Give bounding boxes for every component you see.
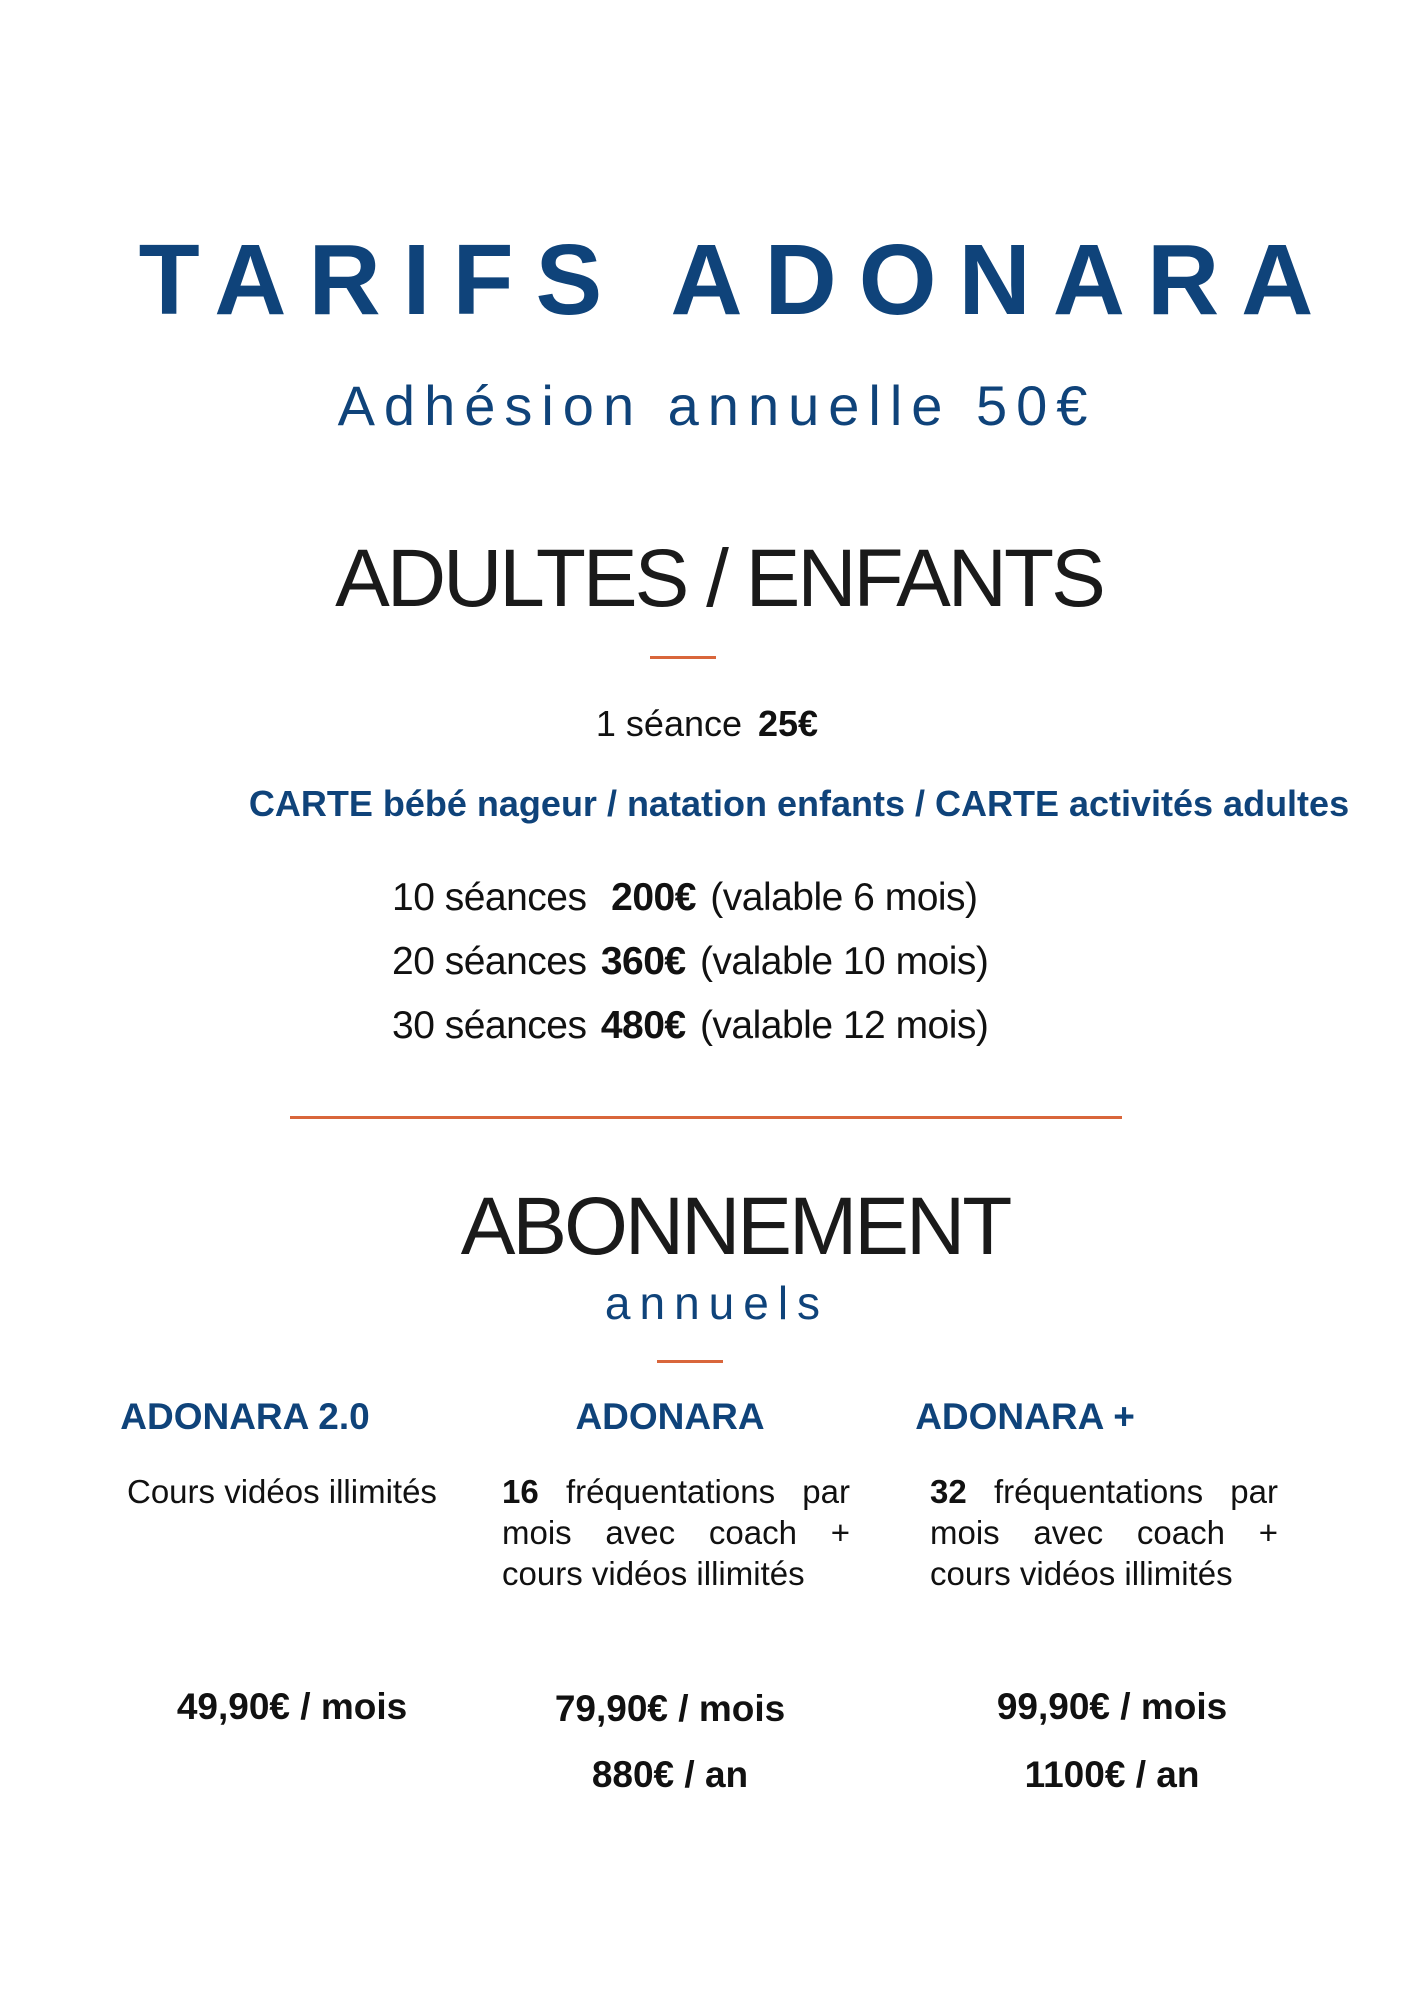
plan-description-text: fréquentations par mois avec coach + cours vidéos illimités [502,1473,850,1592]
plan-adonara-plus [915,1396,1290,1594]
plan-adonara [502,1398,862,1594]
carte-title: CARTE bébé nageur / natation enfants / CARTE activités adultes [248,783,1350,824]
pack-validity: (valable 10 mois) [699,940,989,983]
pack-row [392,994,1092,1058]
section-divider [290,1116,1122,1119]
single-session-label: 1 séance [595,703,743,744]
section-title-abonnement: ABONNEMENT [460,1181,1010,1272]
plan-description [930,1471,1278,1594]
section-subtitle-annuels: annuels [604,1277,830,1329]
plan-visits: 16 [502,1473,539,1510]
membership-fee: Adhésion annuelle 50€ [337,374,1097,437]
plan-description: Cours vidéos illimités [127,1473,437,1510]
plan-yearly-price: 1100€ / an [1024,1754,1200,1795]
page-title: TARIFS ADONARA [138,224,1336,336]
pack-price: 480€ [600,1004,686,1047]
accent-divider [650,656,716,659]
plan-monthly-price: 79,90€ / mois [554,1688,786,1729]
single-session [0,703,1414,744]
pack-price: 360€ [600,940,686,983]
plan-name: ADONARA 2.0 [120,1396,370,1437]
plan-description-text: fréquentations par mois avec coach + cours vidéos illimités [930,1473,1278,1592]
accent-divider [657,1360,723,1363]
pack-list [392,866,1092,1058]
plan-monthly-price: 49,90€ / mois [176,1686,408,1727]
single-session-price: 25€ [758,703,819,744]
pack-sessions: 30 séances [392,1004,587,1047]
pack-sessions: 10 séances [392,876,587,919]
plan-name: ADONARA [575,1396,765,1437]
plan-monthly-price: 99,90€ / mois [996,1686,1228,1727]
plan-adonara-2-0 [112,1398,472,1512]
pack-row [392,866,1092,930]
pack-validity: (valable 12 mois) [699,1004,989,1047]
pack-row [392,930,1092,994]
section-title-adultes-enfants: ADULTES / ENFANTS [335,533,1103,624]
pack-sessions: 20 séances [392,940,587,983]
plan-name: ADONARA + [915,1396,1135,1437]
pack-price: 200€ [611,876,696,919]
plan-visits: 32 [930,1473,967,1510]
plan-yearly-price: 880€ / an [591,1754,749,1795]
plan-description [502,1471,850,1594]
pack-validity: (valable 6 mois) [710,876,978,919]
